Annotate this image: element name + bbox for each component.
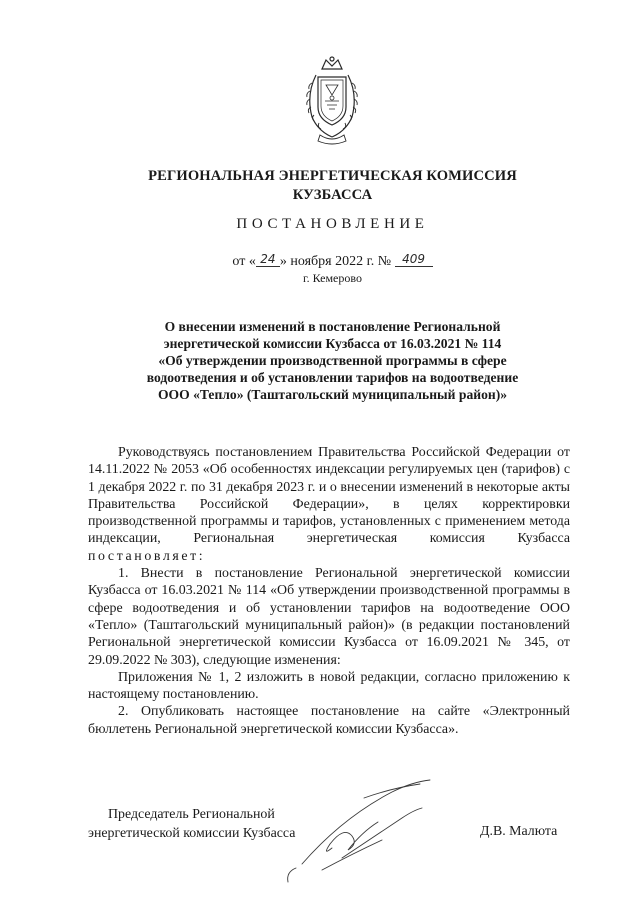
document-number-handwritten: 409	[395, 252, 433, 267]
resolves-word: постановляет:	[88, 548, 206, 564]
organization-name-line2: КУЗБАССА	[292, 187, 373, 203]
preamble-text: Руководствуясь постановлением Правительства Российской Федерации от 14.11.2022 № 2053 «Об особенностях индексации регулируемых цен (тарифов) с 1 декабря 2022 г. по 31 декабря 2023 г. и о внесении изменений в некоторые акты Правительства Российской Федерации», в целях корректировки производственной программы и тарифов, установленных с применением метода индексации, Региональная энергетическая комиссия Кузбасса	[88, 445, 570, 547]
signatory-title	[88, 805, 295, 843]
organization-name-line1: РЕГИОНАЛЬНАЯ ЭНЕРГЕТИЧЕСКАЯ КОМИССИЯ	[148, 168, 517, 184]
preamble-paragraph	[88, 444, 570, 565]
document-body	[88, 444, 570, 738]
item-1-sub-paragraph: Приложения № 1, 2 изложить в новой редакции, согласно приложению к настоящему постановлению.	[88, 669, 570, 703]
item-1-paragraph: 1. Внести в постановление Региональной энергетической комиссии Кузбасса от 16.03.2021 № 114 «Об утверждении производственной программы в сфере водоотведения и об установлении тарифов на водоотведение ООО «Тепло» (Таштагольский муниципальный район)» (в редакции постановлений Региональной энергетической комиссии Кузбасса от 16.09.2021 № 345, от 29.09.2022 № 303), следующие изменения:	[88, 566, 570, 668]
date-day-handwritten: 24	[256, 252, 280, 267]
subject-line: водоотведения и об установлении тарифов на водоотведение	[146, 370, 519, 385]
document-date-line	[100, 252, 565, 270]
item-2-paragraph: 2. Опубликовать настоящее постановление на сайте «Электронный бюллетень Региональной энергетической комиссии Кузбасса».	[88, 704, 570, 737]
organization-name	[100, 167, 565, 205]
signatory-title-line2: энергетической комиссии Кузбасса	[88, 826, 296, 841]
handwritten-signature	[282, 778, 442, 888]
date-rest: » ноября 2022 г. №	[279, 254, 392, 269]
subject-line: «Об утверждении производственной программы в сфере	[158, 353, 507, 368]
signatory-name: Д.В. Малюта	[480, 824, 558, 839]
subject-line: энергетической комиссии Кузбасса от 16.03.2021 № 114	[163, 336, 502, 351]
date-prefix: от «	[232, 254, 256, 269]
subject-line: О внесении изменений в постановление Региональной	[164, 319, 501, 334]
document-type: ПОСТАНОВЛЕНИЕ	[236, 216, 429, 232]
signatory-title-line1: Председатель Региональной	[108, 807, 275, 822]
document-subject	[110, 318, 555, 403]
city: г. Кемерово	[303, 271, 362, 285]
subject-line: ООО «Тепло» (Таштагольский муниципальный район)»	[157, 387, 508, 402]
coat-of-arms-icon	[298, 55, 366, 147]
